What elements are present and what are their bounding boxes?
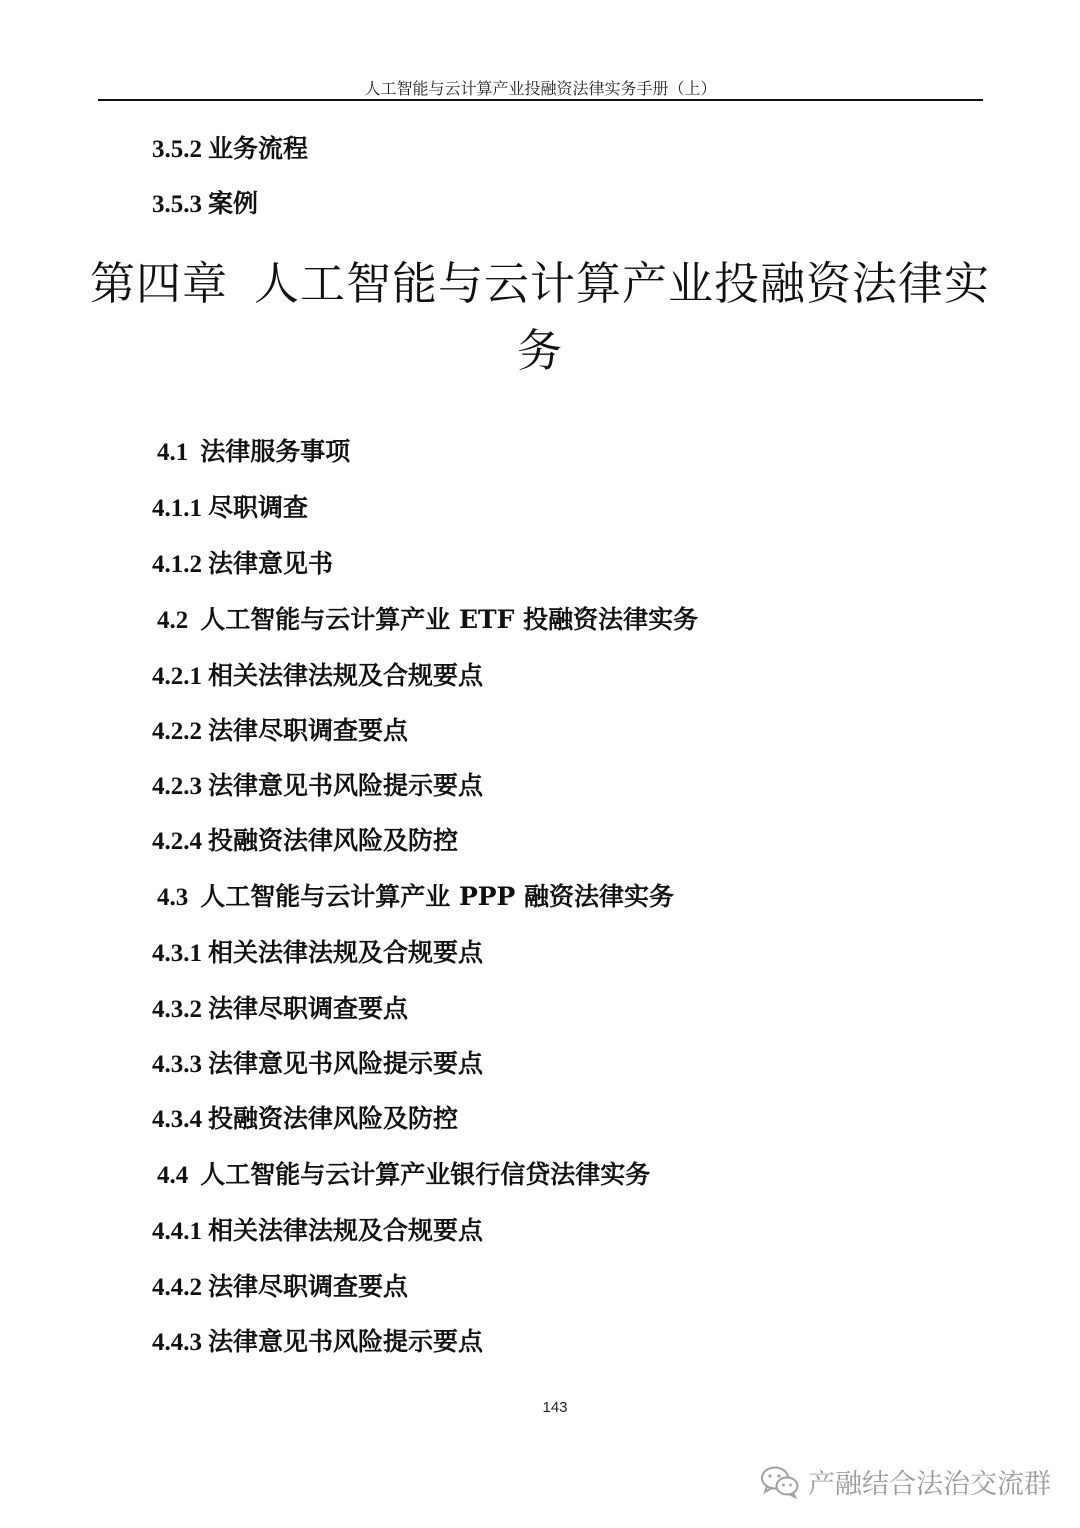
chapter-title: 人工智能与云计算产业投融资法律实务	[254, 257, 991, 377]
section-number: 4.2.4	[152, 828, 202, 855]
section-number: 4.3	[157, 884, 189, 911]
toc-entry	[157, 436, 350, 469]
wechat-icon	[760, 1465, 800, 1499]
section-title: 案例	[208, 189, 259, 218]
section-title: 投融资法律风险及防控	[208, 1104, 459, 1133]
toc-entry	[152, 770, 483, 803]
section-number: 4.2.2	[152, 718, 202, 745]
section-title: 投融资法律风险及防控	[208, 826, 459, 855]
toc-entry	[152, 1103, 458, 1136]
toc-entry	[152, 937, 483, 970]
section-title: 业务流程	[208, 134, 309, 163]
section-title: 法律尽职调查要点	[208, 716, 409, 745]
section-title: 法律意见书	[208, 549, 334, 578]
section-title: 法律服务事项	[200, 437, 351, 466]
section-title: 相关法律法规及合规要点	[208, 1216, 484, 1245]
section-title: 法律尽职调查要点	[208, 1272, 409, 1301]
section-title: 人工智能与云计算产业 ETF 投融资法律实务	[200, 605, 699, 634]
chapter-label: 第四章	[89, 257, 228, 310]
section-number: 4.1.1	[152, 495, 202, 522]
toc-entry	[152, 492, 308, 525]
watermark	[760, 1462, 1051, 1501]
toc-entry	[152, 548, 333, 581]
section-number: 4.4.2	[152, 1274, 202, 1301]
section-number: 4.3.1	[152, 940, 202, 967]
toc-entry	[152, 715, 408, 748]
section-title: 相关法律法规及合规要点	[208, 938, 484, 967]
section-number: 4.4	[157, 1162, 189, 1189]
section-number: 3.5.2	[152, 136, 202, 163]
section-number: 4.4.1	[152, 1218, 202, 1245]
toc-entry	[152, 660, 483, 693]
section-number: 4.4.3	[152, 1329, 202, 1356]
toc-entry	[152, 1048, 483, 1081]
toc-entry	[157, 604, 698, 637]
header-rule	[98, 99, 983, 101]
section-title: 法律意见书风险提示要点	[208, 1049, 484, 1078]
section-title: 法律意见书风险提示要点	[208, 771, 484, 800]
section-number: 4.1.2	[152, 551, 202, 578]
section-number: 4.1	[157, 439, 189, 466]
watermark-text: 产融结合法治交流群	[808, 1469, 1051, 1500]
section-title: 尽职调查	[208, 493, 309, 522]
toc-entry	[152, 188, 258, 221]
section-title: 法律意见书风险提示要点	[208, 1327, 484, 1356]
section-title: 法律尽职调查要点	[208, 994, 409, 1023]
section-number: 4.2.1	[152, 663, 202, 690]
section-number: 4.3.3	[152, 1051, 202, 1078]
toc-entry	[152, 1215, 483, 1248]
toc-entry	[157, 1159, 650, 1192]
page-number: 143	[542, 1399, 568, 1416]
toc-entry	[152, 1271, 408, 1304]
section-number: 4.2	[157, 607, 189, 634]
section-number: 4.3.2	[152, 996, 202, 1023]
section-title: 相关法律法规及合规要点	[208, 661, 484, 690]
toc-entry	[152, 133, 308, 166]
section-number: 3.5.3	[152, 191, 202, 218]
toc-entry	[152, 825, 458, 858]
running-header: 人工智能与云计算产业投融资法律实务手册（上）	[364, 79, 717, 98]
section-number: 4.3.4	[152, 1106, 202, 1133]
toc-entry	[152, 1326, 483, 1359]
chapter-heading	[80, 250, 1000, 384]
section-number: 4.2.3	[152, 773, 202, 800]
section-title: 人工智能与云计算产业银行信贷法律实务	[200, 1160, 651, 1189]
toc-entry	[152, 993, 408, 1026]
section-title: 人工智能与云计算产业 PPP 融资法律实务	[200, 882, 675, 911]
toc-entry	[157, 881, 674, 914]
